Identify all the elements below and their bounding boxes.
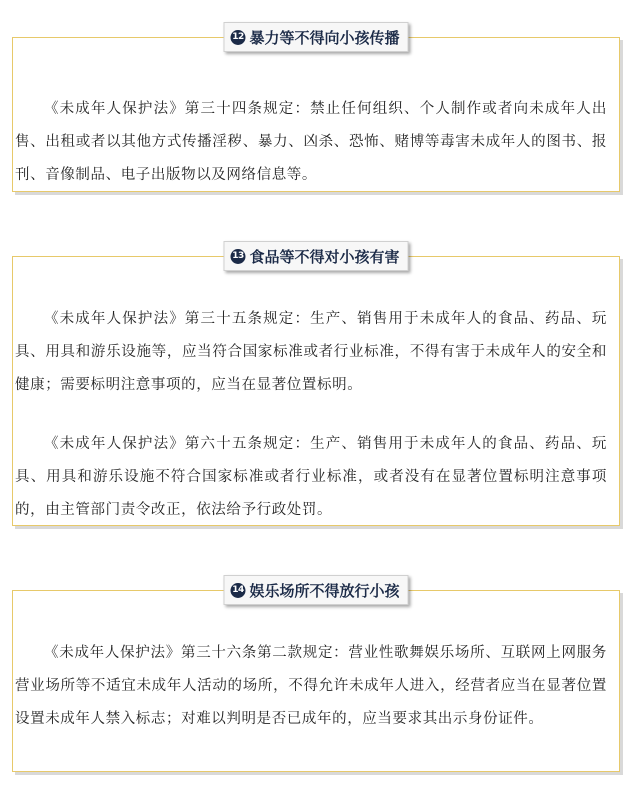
circled-number-icon: 14	[230, 583, 245, 598]
section-heading	[223, 22, 408, 52]
section-heading	[223, 575, 408, 605]
section-entertainment-venues	[12, 581, 620, 772]
section-title: 暴力等不得向小孩传播	[249, 28, 400, 47]
law-paragraph: 《未成年人保护法》第三十六条第二款规定：营业性歌舞娱乐场所、互联网上网服务营业场所等不适宜未成年人活动的场所，不得允许未成年人进入，经营者应当在显著位置设置未成年人禁入标志；对难以判明是否已成年的，应当要求其出示身份证件。	[15, 645, 607, 727]
section-title: 食品等不得对小孩有害	[249, 247, 400, 266]
section-title: 娱乐场所不得放行小孩	[249, 581, 400, 600]
law-paragraph: 《未成年人保护法》第三十四条规定：禁止任何组织、个人制作或者向未成年人出售、出租或者以其他方式传播淫秽、暴力、凶杀、恐怖、赌博等毒害未成年人的图书、报刊、音像制品、电子出版物以及网络信息等。	[15, 101, 607, 183]
section-violence	[12, 28, 620, 192]
section-food-safety	[12, 247, 620, 526]
law-paragraph: 《未成年人保护法》第六十五条规定：生产、销售用于未成年人的食品、药品、玩具、用具和游乐设施不符合国家标准或者行业标准，或者没有在显著位置标明注意事项的，由主管部门责令改正，依法给予行政处罚。	[15, 436, 607, 518]
circled-number-icon: 12	[230, 30, 245, 45]
law-paragraph: 《未成年人保护法》第三十五条规定：生产、销售用于未成年人的食品、药品、玩具、用具和游乐设施等，应当符合国家标准或者行业标准，不得有害于未成年人的安全和健康；需要标明注意事项的，应当在显著位置标明。	[15, 311, 607, 393]
section-heading	[223, 241, 408, 271]
circled-number-icon: 13	[230, 249, 245, 264]
